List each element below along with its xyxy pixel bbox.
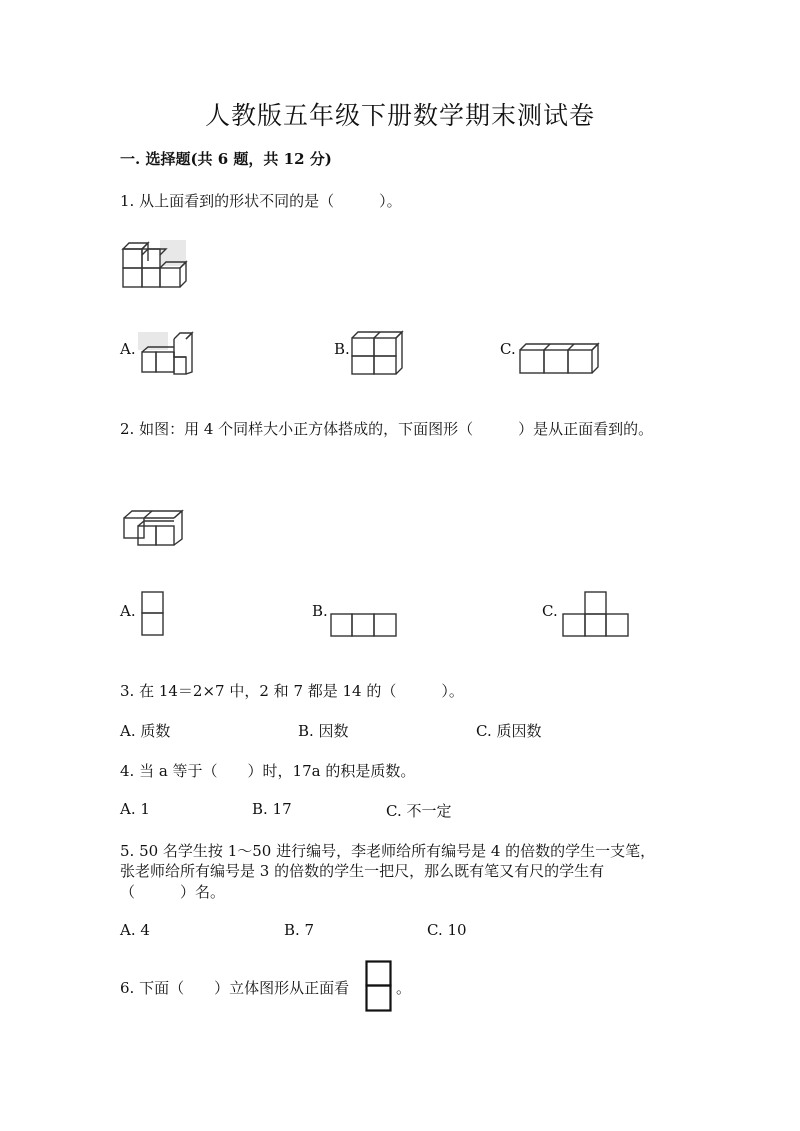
- question-4-text: 4. 当 a 等于（ ）时，17a 的积是质数。: [120, 762, 416, 780]
- question-6-text: 6. 下面（ ）立体图形从正面看: [120, 979, 350, 997]
- q1-main-figure: [120, 240, 190, 292]
- q2-option-a[interactable]: A.: [120, 602, 136, 620]
- q5-option-c[interactable]: C. 10: [427, 921, 467, 939]
- question-1-text: 1. 从上面看到的形状不同的是（ ）。: [120, 192, 402, 210]
- question-2-text: 2. 如图：用 4 个同样大小正方体搭成的，下面图形（ ）是从正面看到的。: [120, 420, 654, 438]
- section-heading: 一. 选择题(共 6 题，共 12 分): [120, 150, 332, 168]
- q5-option-a[interactable]: A. 4: [120, 921, 150, 939]
- q2-option-a-figure: [141, 591, 165, 637]
- q3-option-a[interactable]: A. 质数: [120, 722, 171, 740]
- q1-option-a-figure: [138, 330, 198, 376]
- q1-option-a[interactable]: A.: [120, 340, 136, 358]
- q2-main-figure: [122, 508, 188, 548]
- q6-front-view-figure: [365, 960, 393, 1014]
- question-6-suffix: 。: [396, 979, 412, 997]
- q1-option-c-figure: [518, 342, 602, 376]
- q4-option-a[interactable]: A. 1: [120, 800, 150, 818]
- question-3-text: 3. 在 14＝2×7 中，2 和 7 都是 14 的（ ）。: [120, 682, 464, 700]
- q2-option-b[interactable]: B.: [312, 602, 328, 620]
- q2-option-c[interactable]: C.: [542, 602, 558, 620]
- q1-option-b-figure: [350, 330, 406, 378]
- q1-option-b[interactable]: B.: [334, 340, 350, 358]
- q4-option-b[interactable]: B. 17: [252, 800, 292, 818]
- q3-option-c[interactable]: C. 质因数: [476, 722, 542, 740]
- q5-option-b[interactable]: B. 7: [284, 921, 315, 939]
- page-title: 人教版五年级下册数学期末测试卷: [204, 101, 595, 130]
- q3-option-b[interactable]: B. 因数: [298, 722, 349, 740]
- question-5-line-2: 张老师给所有编号是 3 的倍数的学生一把尺，那么既有笔又有尺的学生有: [120, 862, 605, 880]
- question-5-line-3: （ ）名。: [120, 883, 226, 901]
- q1-option-c[interactable]: C.: [500, 340, 516, 358]
- q2-option-b-figure: [330, 613, 398, 638]
- question-5-line-1: 5. 50 名学生按 1～50 进行编号，李老师给所有编号是 4 的倍数的学生一支笔，: [120, 842, 656, 860]
- q4-option-c[interactable]: C. 不一定: [386, 802, 452, 820]
- q2-option-c-figure: [562, 591, 630, 638]
